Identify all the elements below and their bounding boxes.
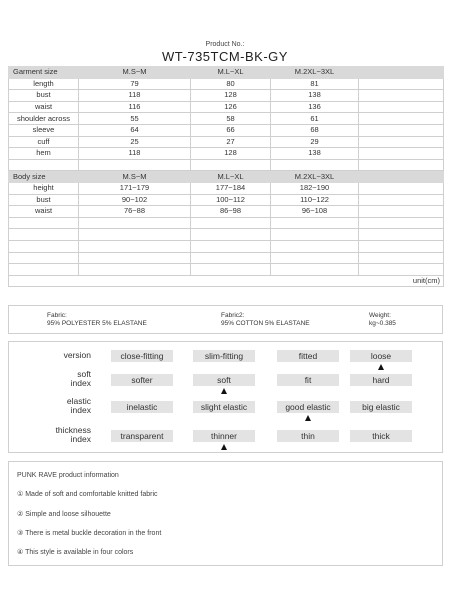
size-col-header: M.L~XL — [191, 67, 271, 79]
product-no-label: Product No.: — [205, 41, 245, 48]
selected-marker-icon — [221, 444, 227, 450]
table-cell: 126 — [191, 101, 271, 113]
empty-row — [9, 252, 444, 264]
info-item: ④ This style is available in four colors — [17, 549, 134, 556]
empty-row — [9, 240, 444, 252]
table-cell: 58 — [191, 113, 271, 125]
index-option: fit — [277, 374, 339, 386]
unit-label: unit(cm) — [359, 275, 444, 287]
index-row-label: version — [63, 350, 91, 360]
info-item: ② Simple and loose silhouette — [17, 511, 111, 518]
index-option: slim-fitting — [193, 350, 255, 362]
index-option: close-fitting — [111, 350, 173, 362]
index-option: loose — [350, 350, 412, 362]
table-cell: 116 — [79, 101, 191, 113]
row-label: bust — [9, 194, 79, 206]
table-row — [9, 101, 444, 113]
table-cell: 100~112 — [191, 194, 271, 206]
table-row — [9, 194, 444, 206]
empty-row — [9, 217, 444, 229]
table-cell: 136 — [271, 101, 359, 113]
index-option: fitted — [277, 350, 339, 362]
index-row-label: elastic index — [66, 396, 91, 415]
weight-label: Weight: — [369, 312, 391, 319]
index-row-label: thickness index — [55, 425, 91, 444]
size-col-header: M.2XL~3XL — [271, 67, 359, 79]
table-cell: 79 — [79, 78, 191, 90]
size-col-header: M.S~M — [79, 171, 191, 183]
table-row — [9, 78, 444, 90]
index-option: good elastic — [277, 401, 339, 413]
index-option: transparent — [111, 430, 173, 442]
table-cell: 27 — [191, 136, 271, 148]
row-label: shoulder across — [9, 113, 79, 125]
row-label: waist — [9, 206, 79, 218]
table-row — [9, 206, 444, 218]
index-row-label: soft index — [70, 369, 91, 388]
table-cell: 81 — [271, 78, 359, 90]
table-cell: 118 — [79, 90, 191, 102]
row-label: bust — [9, 90, 79, 102]
index-option: hard — [350, 374, 412, 386]
selected-marker-icon — [221, 388, 227, 394]
index-option: thinner — [193, 430, 255, 442]
empty-cell — [359, 67, 444, 79]
size-col-header: M.2XL~3XL — [271, 171, 359, 183]
info-item: ③ There is metal buckle decoration in the front — [17, 530, 162, 537]
unit-row — [9, 275, 444, 287]
table-cell: 138 — [271, 148, 359, 160]
table-cell: 182~190 — [271, 182, 359, 194]
table-row — [9, 113, 444, 125]
fabric2-label: Fabric2: — [221, 312, 245, 319]
index-option: softer — [111, 374, 173, 386]
info-title: PUNK RAVE product information — [17, 472, 119, 479]
index-option: inelastic — [111, 401, 173, 413]
product-info-box — [8, 461, 443, 566]
table-cell: 118 — [79, 148, 191, 160]
table-row — [9, 136, 444, 148]
table-row — [9, 90, 444, 102]
index-option: thin — [277, 430, 339, 442]
table-cell: 25 — [79, 136, 191, 148]
fabric2-value: 95% COTTON 5% ELASTANE — [221, 320, 310, 327]
row-label: hem — [9, 148, 79, 160]
size-table — [8, 66, 444, 287]
table-row — [9, 148, 444, 160]
table-cell: 90~102 — [79, 194, 191, 206]
table-cell: 96~108 — [271, 206, 359, 218]
table-cell: 64 — [79, 124, 191, 136]
empty-row — [9, 229, 444, 241]
index-box — [8, 341, 443, 453]
row-label: cuff — [9, 136, 79, 148]
table-row — [9, 124, 444, 136]
index-option: soft — [193, 374, 255, 386]
table-cell: 128 — [191, 148, 271, 160]
size-col-header: M.L~XL — [191, 171, 271, 183]
empty-row — [9, 264, 444, 276]
table-cell: 128 — [191, 90, 271, 102]
table-cell: 29 — [271, 136, 359, 148]
table-cell: 61 — [271, 113, 359, 125]
index-option: big elastic — [350, 401, 412, 413]
fabric1-value: 95% POLYESTER 5% ELASTANE — [47, 320, 147, 327]
size-col-header: M.S~M — [79, 67, 191, 79]
empty-cell — [359, 171, 444, 183]
table-cell: 138 — [271, 90, 359, 102]
table-cell: 86~98 — [191, 206, 271, 218]
table-cell: 171~179 — [79, 182, 191, 194]
table-cell: 68 — [271, 124, 359, 136]
selected-marker-icon — [378, 364, 384, 370]
row-label: sleeve — [9, 124, 79, 136]
fabric1-label: Fabric: — [47, 312, 67, 319]
body-size-heading: Body size — [9, 171, 79, 183]
table-cell: 76~88 — [79, 206, 191, 218]
info-item: ① Made of soft and comfortable knitted fabric — [17, 491, 158, 498]
garment-header-row — [9, 67, 444, 79]
selected-marker-icon — [305, 415, 311, 421]
row-label: waist — [9, 101, 79, 113]
table-cell: 177~184 — [191, 182, 271, 194]
garment-size-heading: Garment size — [9, 67, 79, 79]
row-label: height — [9, 182, 79, 194]
row-label: length — [9, 78, 79, 90]
index-option: thick — [350, 430, 412, 442]
product-code: WT-735TCM-BK-GY — [162, 49, 288, 64]
table-cell: 55 — [79, 113, 191, 125]
fabric-box — [8, 305, 443, 334]
weight-value: kg~0.385 — [369, 320, 396, 327]
table-cell: 66 — [191, 124, 271, 136]
index-option: slight elastic — [193, 401, 255, 413]
empty-row — [9, 159, 444, 171]
table-row — [9, 182, 444, 194]
body-header-row — [9, 171, 444, 183]
table-cell: 80 — [191, 78, 271, 90]
table-cell: 110~122 — [271, 194, 359, 206]
